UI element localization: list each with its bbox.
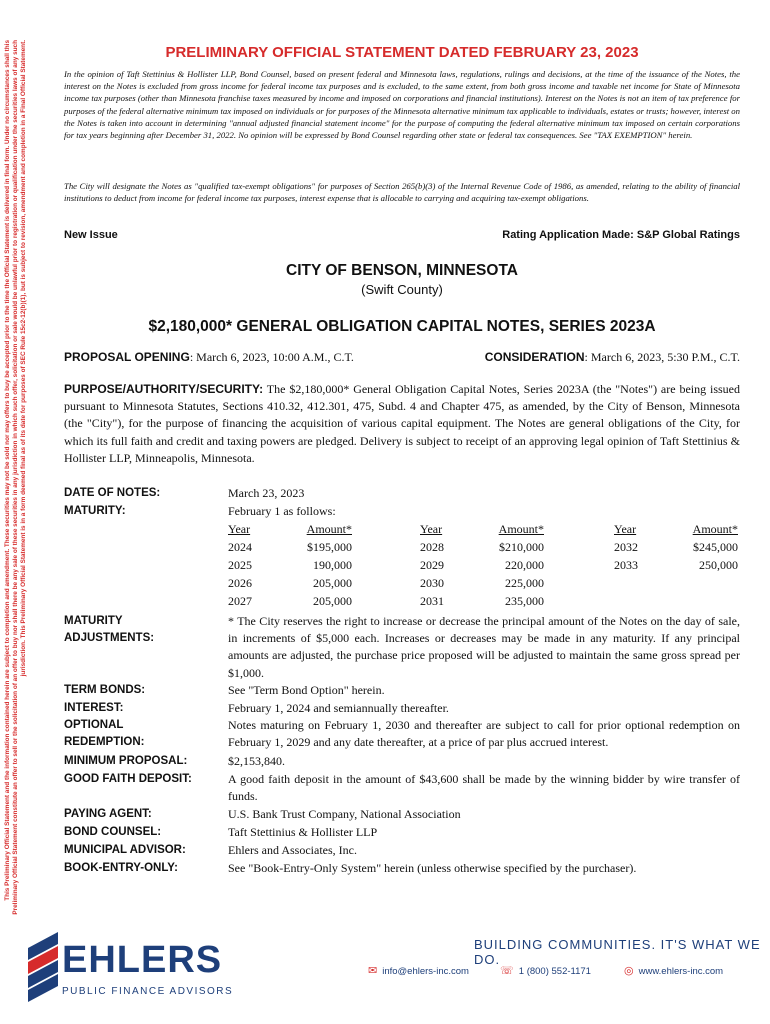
sidebar-disclaimer bbox=[4, 40, 60, 920]
rating-label: Rating Application Made: S&P Global Ratings bbox=[502, 229, 740, 241]
envelope-icon: ✉ bbox=[368, 965, 378, 977]
maturity-amount: 205,000 bbox=[313, 594, 352, 608]
maturity-year: 2025 bbox=[228, 558, 252, 572]
term-value: Taft Stettinius & Hollister LLP bbox=[228, 825, 378, 839]
purpose-label: PURPOSE/AUTHORITY/SECURITY: bbox=[64, 382, 264, 396]
sidebar-disclaimer-text: This Preliminary Official Statement and the information contained herein are subject to completion and amendment. These securities may not be sold nor may offers to buy be accepted prior to the time the Official Statement is delivered in final form. Under no circumstances shall this Preliminary Official Statement constitute an offer to sell or the solicitation of an offer to buy nor shall there be any sale of these securities in any jurisdiction in which such offer, solicitation or sale would be unlawful prior to registration or qualification under the securities laws of any such jurisdiction. This Preliminary Official Statement is in a form deemed final as of its date for purposes of SEC Rule 15c2-12(b)(1), but is subject to revision, amendment and completion in a Final Official Statement. bbox=[4, 40, 28, 915]
term-value: $2,153,840. bbox=[228, 754, 285, 768]
term-value: February 1 as follows: bbox=[228, 504, 336, 518]
year-header: Year bbox=[614, 522, 637, 536]
proposal-row bbox=[64, 350, 740, 365]
phone-icon: ☏ bbox=[500, 965, 514, 977]
maturity-year: 2033 bbox=[614, 558, 638, 572]
proposal-opening bbox=[64, 350, 354, 364]
purpose-text: The $2,180,000* General Obligation Capital Notes, Series 2023A (the "Notes") are being issued pursuant to Minnesota Statutes, Sections 410.32, 412.301, 475, Subd. 4 and Chapter 475, as amended, by the City of Benson, Minnesota (the "City"), for the purpose of financing the acquisition of various capital equipment. The Notes are general obligations of the City, for which its full faith and credit and taxing powers are pledged. Delivery is subject to receipt of an approving legal opinion of Taft Stettinius & Hollister LLP, Minneapolis, Minnesota. bbox=[64, 382, 740, 465]
maturity-amount: $210,000 bbox=[499, 540, 544, 554]
term-label: DATE OF NOTES: bbox=[64, 487, 161, 499]
term-value: Ehlers and Associates, Inc. bbox=[228, 843, 357, 857]
contact-phone[interactable] bbox=[500, 964, 591, 977]
consideration-label: CONSIDERATION bbox=[484, 350, 585, 364]
term-value: See "Book-Entry-Only System" herein (unless otherwise specified by the purchaser). bbox=[228, 861, 637, 875]
proposal-opening-label: PROPOSAL OPENING bbox=[64, 350, 190, 364]
term-value: U.S. Bank Trust Company, National Association bbox=[228, 807, 461, 821]
city-heading: CITY OF BENSON, MINNESOTA bbox=[286, 262, 518, 279]
page-title: PRELIMINARY OFFICIAL STATEMENT DATED FEBRUARY 23, 2023 bbox=[165, 44, 639, 61]
tagline: BUILDING COMMUNITIES. IT'S WHAT WE DO. bbox=[474, 937, 761, 967]
logo-building-icon bbox=[28, 932, 58, 1002]
issue-heading: $2,180,000* GENERAL OBLIGATION CAPITAL NOTES, SERIES 2023A bbox=[148, 318, 656, 335]
maturity-year: 2027 bbox=[228, 594, 252, 608]
year-header: Year bbox=[420, 522, 443, 536]
maturity-amount: 205,000 bbox=[313, 576, 352, 590]
maturity-year: 2026 bbox=[228, 576, 252, 590]
term-value: February 1, 2024 and semiannually thereafter. bbox=[228, 701, 449, 715]
maturity-amount: $195,000 bbox=[307, 540, 352, 554]
maturity-amount: $245,000 bbox=[693, 540, 738, 554]
maturity-year: 2028 bbox=[420, 540, 444, 554]
term-label: TERM BONDS: bbox=[64, 684, 146, 696]
maturity-amount: 235,000 bbox=[505, 594, 544, 608]
maturity-amount: 220,000 bbox=[505, 558, 544, 572]
term-label: MINIMUM PROPOSAL: bbox=[64, 755, 188, 767]
web-link[interactable]: www.ehlers-inc.com bbox=[638, 966, 724, 977]
contact-email[interactable] bbox=[368, 964, 469, 977]
amount-header: Amount* bbox=[306, 522, 352, 536]
amount-header: Amount* bbox=[498, 522, 544, 536]
county-subheading: (Swift County) bbox=[361, 282, 443, 297]
consideration-value: : March 6, 2023, 5:30 P.M., C.T. bbox=[584, 350, 740, 364]
phone-link[interactable]: 1 (800) 552-1171 bbox=[518, 966, 591, 977]
maturity-year: 2032 bbox=[614, 540, 638, 554]
qualified-obligations-paragraph: The City will designate the Notes as "qualified tax-exempt obligations" for purposes of Section 265(b)(3) of the Internal Revenue Code of 1986, as amended, relating to the ability of financial institutions to deduct from income for federal income tax purposes, interest expense that is allocable to carrying and acquiring tax-exempt obligations. bbox=[64, 181, 740, 204]
purpose-paragraph bbox=[64, 381, 740, 467]
term-label: MATURITY ADJUSTMENTS: bbox=[64, 615, 155, 645]
term-label: BOND COUNSEL: bbox=[64, 826, 162, 838]
term-label: INTEREST: bbox=[64, 702, 124, 714]
term-label: PAYING AGENT: bbox=[64, 808, 152, 820]
maturity-amount: 250,000 bbox=[699, 558, 738, 572]
term-label: GOOD FAITH DEPOSIT: bbox=[64, 773, 192, 785]
new-issue-label: New Issue bbox=[64, 229, 118, 241]
tax-opinion-paragraph: In the opinion of Taft Stettinius & Hollister LLP, Bond Counsel, based on present federal and Minnesota laws, regulations, rulings and decisions, at the time of the issuance of the Notes, the interest on the Notes is excluded from gross income for federal income tax purposes and is excluded, to the same extent, from both gross income and taxable net income for State of Minnesota income tax purposes (other than Minnesota franchise taxes measured by income and imposed on corporations and financial institutions). Interest on the Notes is not an item of tax preference for purposes of the federal alternative minimum tax imposed on individuals or for purposes of the Minnesota alternative minimum tax applicable to individuals, estates or trusts; however, interest on the Notes is taken into account in determining "annual adjusted financial statement income" for the purpose of computing the federal alternative minimum tax imposed on certain corporations for tax years beginning after December 31, 2022. No opinion will be expressed by Bond Counsel regarding other state or federal tax consequences. See "TAX EXEMPTION" herein. bbox=[64, 69, 740, 141]
term-label: MATURITY: bbox=[64, 505, 126, 517]
contact-web[interactable] bbox=[624, 964, 723, 977]
term-value: * The City reserves the right to increase or decrease the principal amount of the Notes on the day of sale, in increments of $5,000 each. Increases or decreases may be made in any maturity. If any principal amounts are adjusted, the purchase price proposed will be adjusted to maintain the same gross spread per $1,000. bbox=[228, 614, 740, 680]
maturity-year: 2024 bbox=[228, 540, 252, 554]
issue-meta-row bbox=[64, 229, 740, 241]
term-label: OPTIONAL REDEMPTION: bbox=[64, 719, 145, 749]
globe-icon: ◎ bbox=[624, 965, 634, 977]
email-link[interactable]: info@ehlers-inc.com bbox=[382, 966, 469, 977]
term-value: March 23, 2023 bbox=[228, 486, 305, 500]
term-label: BOOK-ENTRY-ONLY: bbox=[64, 862, 178, 874]
maturity-year: 2029 bbox=[420, 558, 444, 572]
consideration bbox=[485, 350, 740, 365]
logo-wordmark: EHLERS bbox=[62, 939, 223, 981]
maturity-amount: 190,000 bbox=[313, 558, 352, 572]
maturity-year: 2031 bbox=[420, 594, 444, 608]
term-label: MUNICIPAL ADVISOR: bbox=[64, 844, 186, 856]
maturity-amount: 225,000 bbox=[505, 576, 544, 590]
year-header: Year bbox=[228, 522, 251, 536]
logo-subtitle: PUBLIC FINANCE ADVISORS bbox=[62, 986, 234, 997]
amount-header: Amount* bbox=[692, 522, 738, 536]
term-value: A good faith deposit in the amount of $43,600 shall be made by the winning bidder by wire transfer of funds. bbox=[228, 772, 740, 804]
term-value: Notes maturing on February 1, 2030 and thereafter are subject to call for prior optional redemption on February 1, 2029 and any date thereafter, at a price of par plus accrued interest. bbox=[228, 718, 740, 750]
maturity-year: 2030 bbox=[420, 576, 444, 590]
proposal-opening-value: : March 6, 2023, 10:00 A.M., C.T. bbox=[189, 350, 354, 364]
term-value: See "Term Bond Option" herein. bbox=[228, 683, 385, 697]
